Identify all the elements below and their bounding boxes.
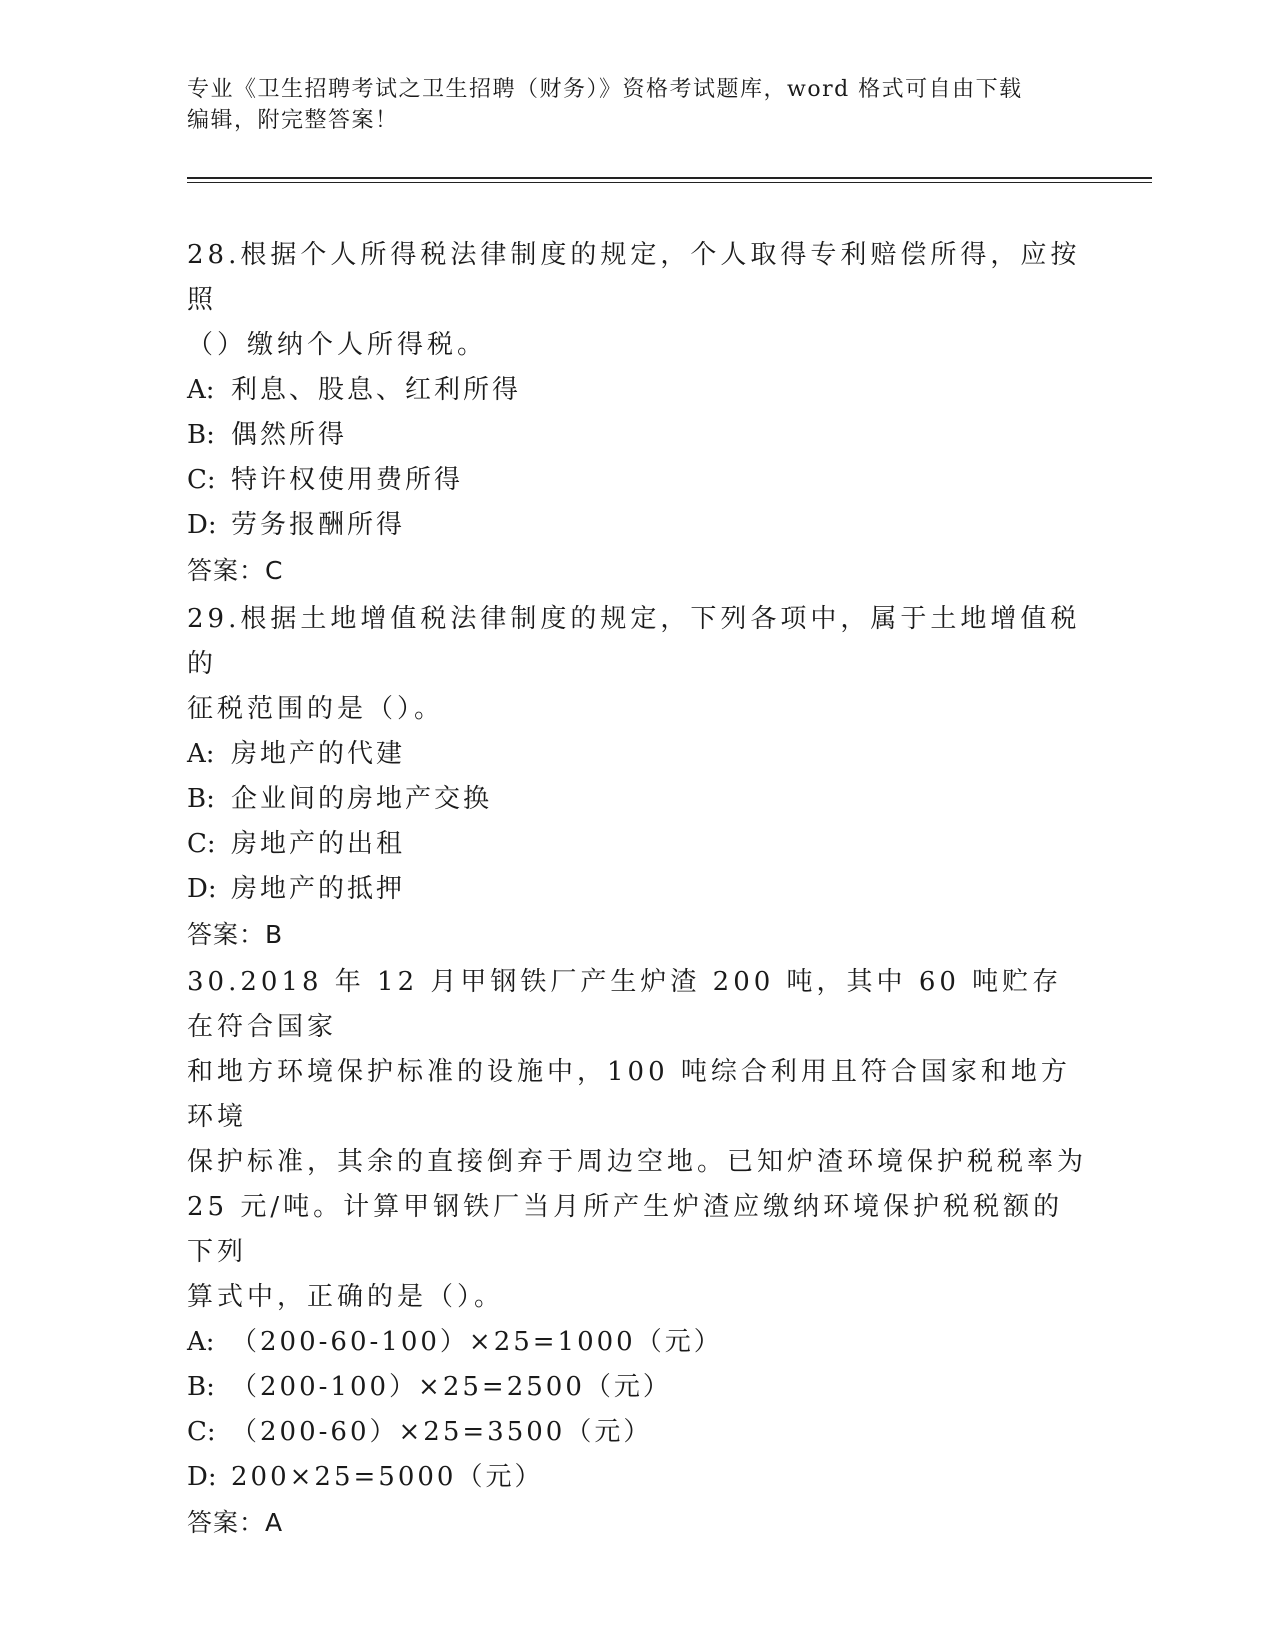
question-text-line: 保护标准，其余的直接倒弃于周边空地。已知炉渣环境保护税税率为	[187, 1147, 1088, 1177]
option-a	[187, 732, 1087, 777]
question-text-line: 30.2018 年 12 月甲钢铁厂产生炉渣 200 吨，其中 60 吨贮存在符合国家	[187, 967, 1063, 1042]
option-key: B:	[187, 1372, 215, 1402]
option-key: D:	[187, 874, 217, 904]
option-c	[187, 822, 1087, 867]
answer-line: 答案：A	[187, 1508, 284, 1537]
question-30	[187, 960, 1087, 1546]
option-text: （200-60）×25=3500（元）	[231, 1417, 653, 1447]
option-key: A:	[187, 375, 215, 405]
option-a	[187, 1320, 1087, 1365]
option-key: C:	[187, 465, 216, 495]
option-key: B:	[187, 420, 215, 450]
option-key: D:	[187, 510, 217, 540]
option-a	[187, 368, 1087, 413]
question-text-line: 25 元/吨。计算甲钢铁厂当月所产生炉渣应缴纳环境保护税税额的下列	[187, 1192, 1064, 1267]
header-divider-thick	[187, 177, 1152, 179]
answer-line: 答案：C	[187, 556, 284, 585]
question-text-line: 28.根据个人所得税法律制度的规定，个人取得专利赔偿所得，应按照	[187, 240, 1081, 315]
option-text: 企业间的房地产交换	[231, 784, 493, 814]
option-d	[187, 1455, 1087, 1500]
option-text: 房地产的代建	[231, 739, 406, 769]
option-d	[187, 867, 1087, 912]
option-d	[187, 503, 1087, 548]
option-text: 特许权使用费所得	[231, 465, 464, 495]
option-text: 劳务报酬所得	[231, 510, 406, 540]
option-b	[187, 1365, 1087, 1410]
option-key: C:	[187, 1417, 216, 1447]
option-key: A:	[187, 739, 215, 769]
option-text: 房地产的抵押	[231, 874, 406, 904]
header-divider-thin	[187, 182, 1152, 183]
question-29	[187, 597, 1087, 958]
option-key: D:	[187, 1462, 217, 1492]
question-text-line: 29.根据土地增值税法律制度的规定，下列各项中，属于土地增值税的	[187, 604, 1081, 679]
option-key: B:	[187, 784, 215, 814]
question-28	[187, 233, 1087, 594]
document-header	[187, 74, 1087, 136]
header-line-2: 编辑，附完整答案！	[187, 108, 399, 133]
option-text: 偶然所得	[231, 420, 348, 450]
option-text: 房地产的出租	[231, 829, 406, 859]
question-text-line: （）缴纳个人所得税。	[187, 330, 488, 360]
header-line-1: 专业《卫生招聘考试之卫生招聘（财务）》资格考试题库，word 格式可自由下载	[187, 77, 1023, 102]
option-b	[187, 777, 1087, 822]
option-b	[187, 413, 1087, 458]
question-text-line: 算式中，正确的是（）。	[187, 1282, 505, 1312]
option-key: C:	[187, 829, 216, 859]
question-text-line: 征税范围的是（）。	[187, 694, 445, 724]
option-text: （200-100）×25=2500（元）	[231, 1372, 672, 1402]
question-text-line: 和地方环境保护标准的设施中，100 吨综合利用且符合国家和地方环境	[187, 1057, 1071, 1132]
option-c	[187, 1410, 1087, 1455]
option-key: A:	[187, 1327, 215, 1357]
option-text: 利息、股息、红利所得	[231, 375, 522, 405]
answer-line: 答案：B	[187, 920, 284, 949]
option-c	[187, 458, 1087, 503]
option-text: 200×25=5000（元）	[231, 1462, 544, 1492]
option-text: （200-60-100）×25=1000（元）	[231, 1327, 723, 1357]
